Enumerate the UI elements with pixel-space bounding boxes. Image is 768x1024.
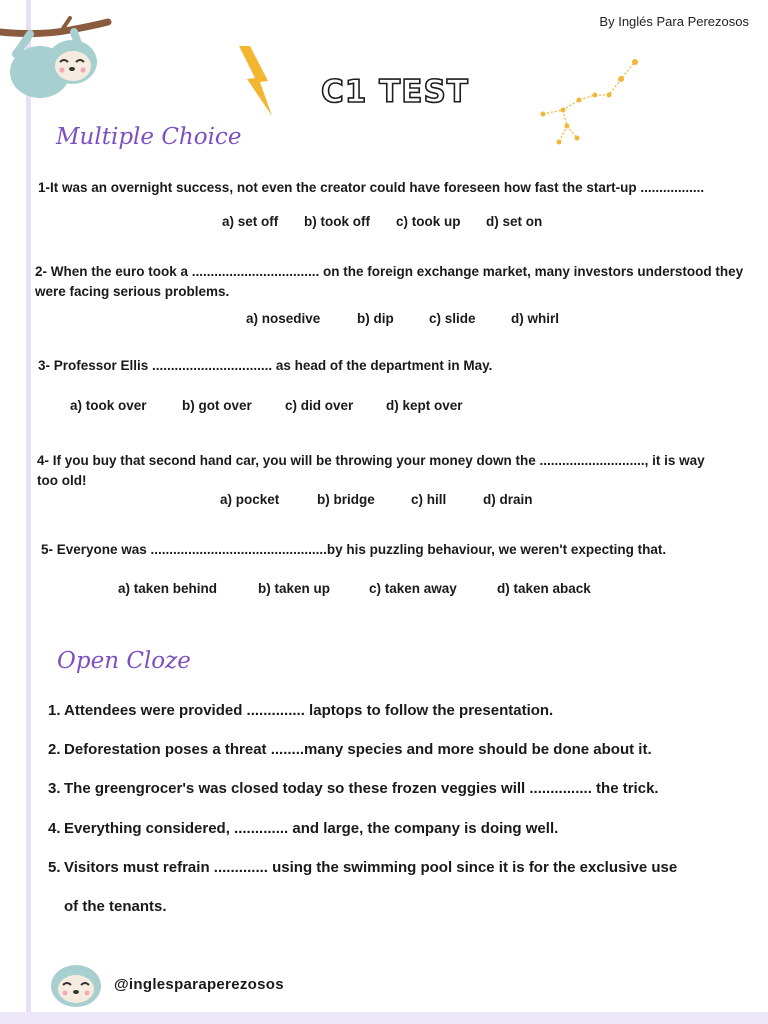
mc-question-4: 4- If you buy that second hand car, you will be throwing your money down the ............................, it is way too old! — [37, 453, 705, 488]
cloze-text: Attendees were provided .............. laptops to follow the presentation. — [64, 702, 554, 719]
cloze-item-1 — [48, 702, 553, 719]
mc-option: d) drain — [483, 492, 533, 507]
bottom-band — [0, 1012, 768, 1024]
page-title: C1 TEST — [321, 74, 469, 110]
cloze-text: Visitors must refrain ............. using the swimming pool since it is for the exclusive use — [64, 859, 678, 876]
mc-question-1: 1-It was an overnight success, not even the creator could have foreseen how fast the start-up ................. — [38, 180, 705, 195]
mc-option: a) set off — [222, 214, 279, 229]
mc-question-3: 3- Professor Ellis ................................ as head of the department in May. — [38, 358, 493, 373]
mc-option: a) taken behind — [118, 581, 218, 596]
constellation-icon — [535, 52, 645, 152]
mc-option: a) took over — [70, 398, 147, 413]
cloze-text: Deforestation poses a threat ........many species and more should be done about it. — [64, 741, 652, 758]
cloze-text: Everything considered, ............. and large, the company is doing well. — [64, 820, 559, 837]
mc-option: b) got over — [182, 398, 252, 413]
mc-option: b) bridge — [317, 492, 375, 507]
mc-question-2: 2- When the euro took a .................................. on the foreign exchange market, many investors understood they were facing serious problems. — [35, 264, 744, 299]
cloze-text: The greengrocer's was closed today so these frozen veggies will ............... the trick. — [64, 780, 659, 797]
mc-option: a) pocket — [220, 492, 280, 507]
mc-option: c) taken away — [369, 581, 457, 596]
mc-option: c) hill — [411, 492, 447, 507]
mc-option: c) did over — [285, 398, 354, 413]
cloze-number: 4. — [48, 820, 61, 837]
mc-option: b) took off — [304, 214, 370, 229]
sloth-face-icon — [50, 964, 102, 1008]
mc-option: b) dip — [357, 311, 394, 326]
cloze-item-5-continued — [48, 898, 167, 915]
mc-options-2 — [246, 311, 559, 326]
mc-option: b) taken up — [258, 581, 331, 596]
section-multiple-choice: Multiple Choice — [56, 124, 242, 150]
mc-option: a) nosedive — [246, 311, 321, 326]
cloze-item-2 — [48, 741, 652, 758]
cloze-number: 3. — [48, 780, 61, 797]
lightning-bolt-icon — [236, 44, 278, 120]
mc-option: d) kept over — [386, 398, 463, 413]
social-handle: @inglesparaperezosos — [114, 976, 284, 993]
cloze-number: 2. — [48, 741, 61, 758]
cloze-item-3 — [48, 780, 659, 797]
cloze-item-5 — [48, 859, 677, 876]
mc-options-1 — [222, 214, 542, 229]
section-open-cloze: Open Cloze — [57, 648, 191, 674]
cloze-item-4 — [48, 820, 558, 837]
sloth-on-branch-icon — [0, 10, 115, 102]
left-border-line — [26, 0, 31, 1024]
cloze-text: of the tenants. — [64, 898, 167, 915]
mc-option: d) set on — [486, 214, 543, 229]
mc-options-3 — [70, 398, 463, 413]
mc-option: d) taken aback — [497, 581, 591, 596]
credit-text: By Inglés Para Perezosos — [599, 14, 749, 29]
mc-options-4 — [220, 492, 533, 507]
cloze-number: 5. — [48, 859, 61, 876]
mc-option: c) took up — [396, 214, 461, 229]
mc-option: d) whirl — [511, 311, 559, 326]
cloze-number: 1. — [48, 702, 61, 719]
mc-options-5 — [118, 581, 591, 596]
mc-option: c) slide — [429, 311, 476, 326]
mc-question-5: 5- Everyone was ...............................................by his puzzling behaviour, we weren't expecting that. — [41, 542, 667, 557]
